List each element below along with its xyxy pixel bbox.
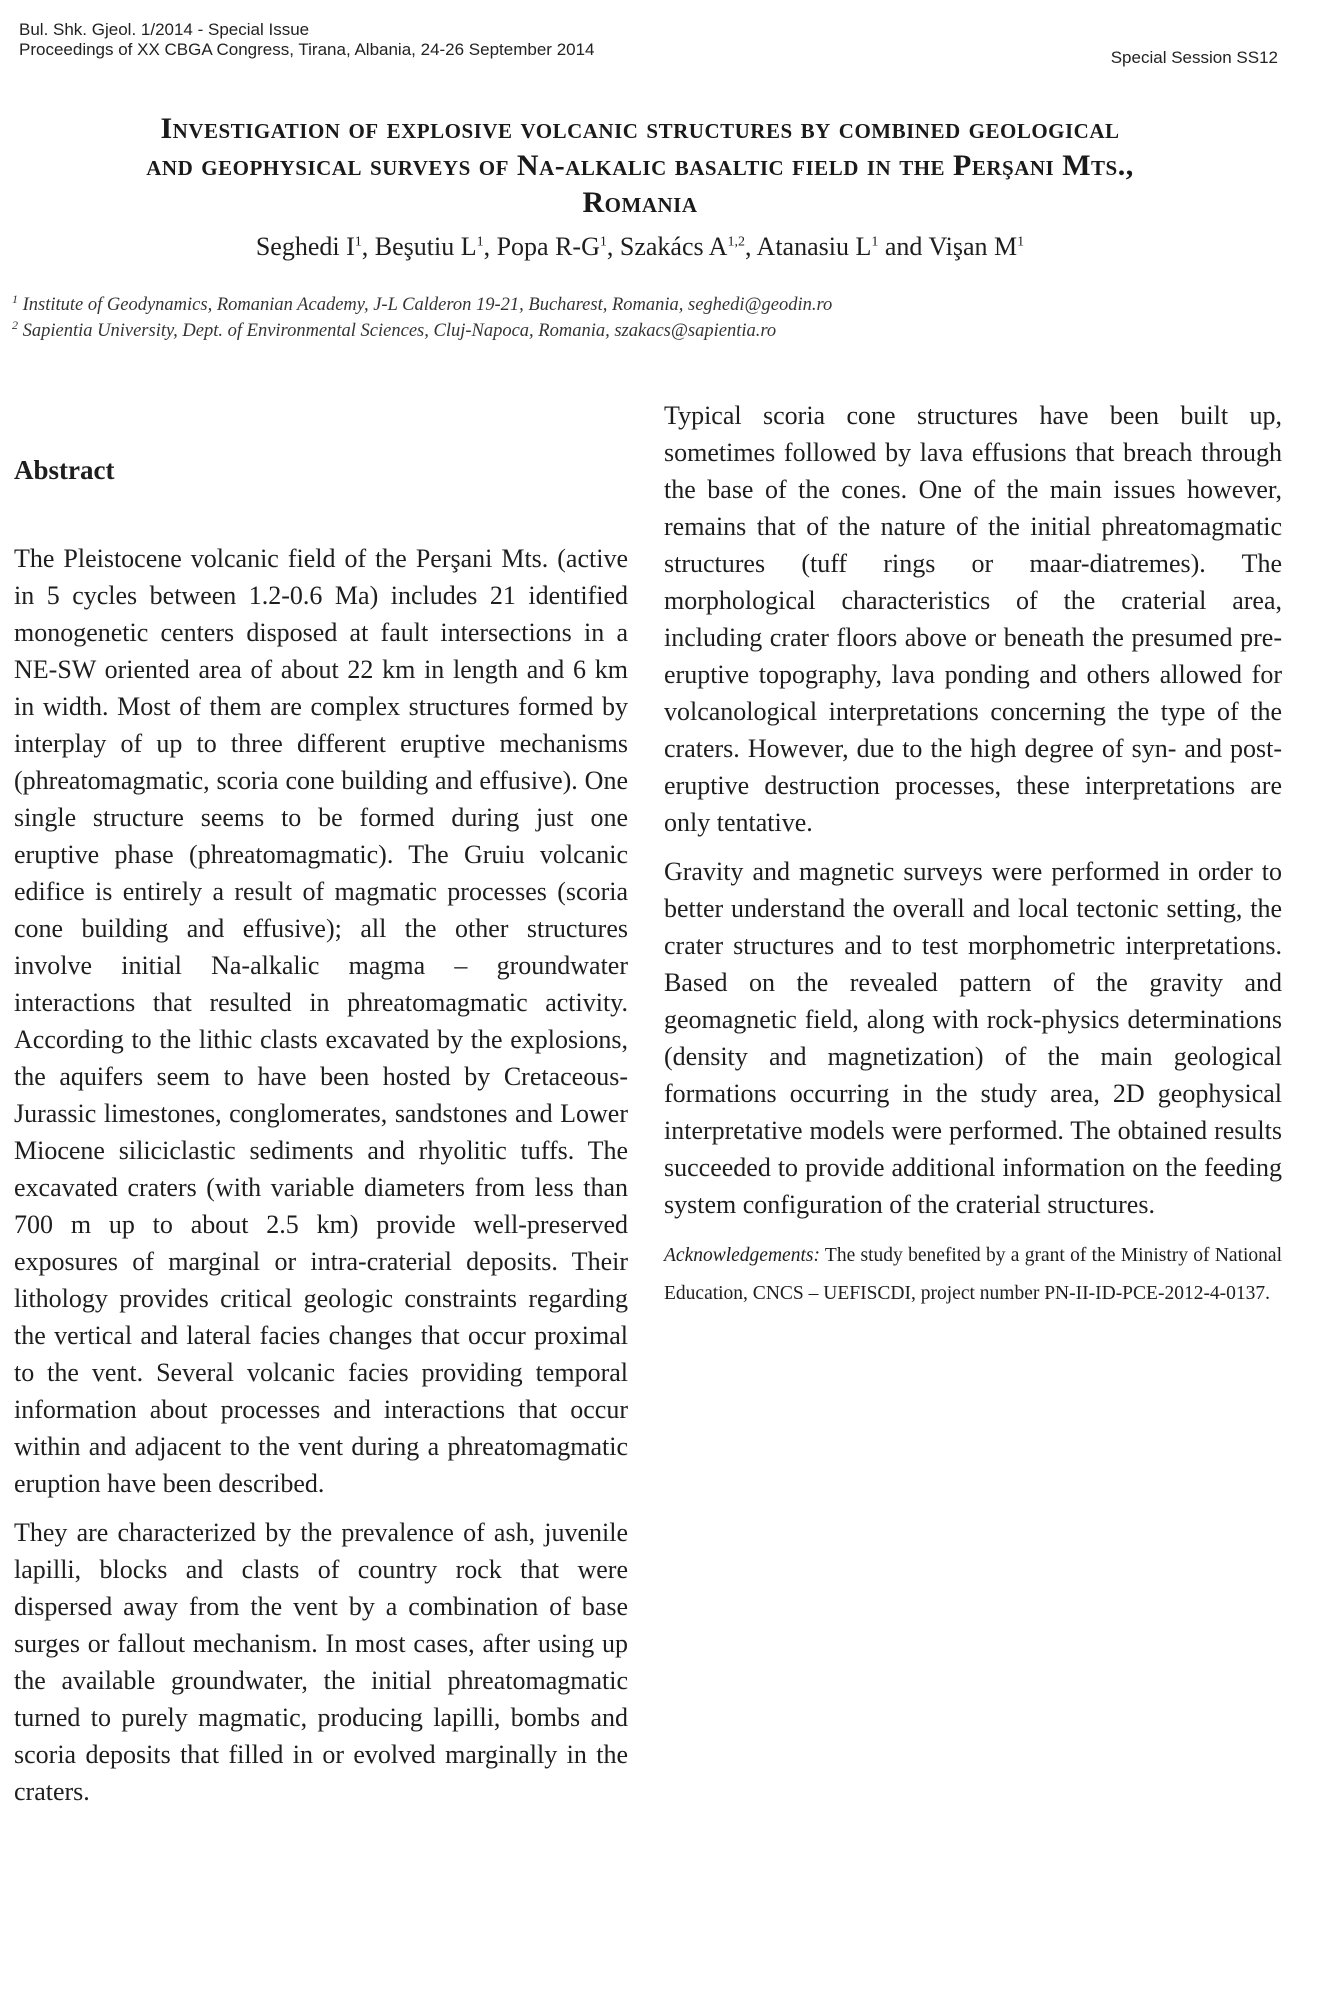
abstract-paragraph-2: They are characterized by the prevalence of ash, juvenile lapilli, blocks and clasts of country rock that were dispersed away from the vent by a combination of base surges or fallout mechanism. In most cases, after using up the available groundwater, the initial phreatomagmatic turned to purely magmatic, producing lapilli, bombs and scoria deposits that filled in or evolved marginally in the craters. — [14, 1518, 628, 1806]
abstract-paragraph-4: Gravity and magnetic surveys were performed in order to better understand the overall and local tectonic setting, the crater structures and to test morphometric interpretations. Based on the revealed pattern of the gravity and geomagnetic field, along with rock-physics determinations (density and magnetization) of the main geological formations occurring in the study area, 2D geophysical interpretative models were performed. The obtained results succeeded to provide additional information on the feeding system configuration of the craterial structures. — [664, 857, 1282, 1219]
title-line-2: and geophysical surveys of Na-alkalic basaltic field in the Perşani Mts., — [146, 149, 1134, 182]
journal-line: Bul. Shk. Gjeol. 1/2014 - Special Issue — [19, 20, 310, 39]
session-label: Special Session SS12 — [1110, 48, 1278, 67]
acknowledgements-text: The study benefited by a grant of the Ministry of National Education, CNCS – UEFISCDI, project number PN-II-ID-PCE-2012-4-0137. — [664, 1245, 1283, 1304]
author: Beşutiu $L^1$, — [374, 231, 497, 261]
title-line-3: Romania — [582, 186, 698, 219]
left-column — [14, 540, 628, 1810]
abstract-paragraph-1: The Pleistocene volcanic field of the Perşani Mts. (active in 5 cycles between 1.2-0.6 Ma) includes 21 identified monogenetic centers disposed at fault intersections in a NE-SW oriented area of about 22 km in length and 6 km in width. Most of them are complex structures formed by interplay of up to three different eruptive mechanisms (phreatomagmatic, scoria cone building and effusive). One single structure seems to be formed during just one eruptive phase (phreatomagmatic). The Gruiu volcanic edifice is entirely a result of magmatic processes (scoria cone building and effusive); all the other structures involve initial Na-alkalic magma – groundwater interactions that resulted in phreatomagmatic activity. According to the lithic clasts excavated by the explosions, the aquifers seem to have been hosted by Cretaceous-Jurassic limestones, conglomerates, sandstones and Lower Miocene siliciclastic sediments and rhyolitic tuffs. The excavated craters (with variable diameters from less than 700 m up to about 2.5 km) provide well-preserved exposures of marginal or intra-craterial deposits. Their lithology provides critical geologic constraints regarding the vertical and lateral facies changes that occur proximal to the vent. Several volcanic facies providing temporal information about processes and interactions that occur within and adjacent to the vent during a phreatomagmatic eruption have been described. — [14, 544, 628, 1498]
affiliation-2: $^2$ Sapientia University, Dept. of Environmental Sciences, Cluj-Napoca, Romania, szakacs@sapientia.ro — [12, 318, 777, 342]
author: Atanasiu $L^1$ and — [756, 231, 929, 261]
affiliation-1: $^1$ Institute of Geodynamics, Romanian Academy, J-L Calderon 19-21, Bucharest, Romania, seghedi@geodin.ro — [12, 292, 833, 316]
author: Szakács A$^{1,2}$, — [619, 231, 757, 261]
paper-title — [20, 110, 1260, 221]
title-line-1: Investigation of explosive volcanic structures by combined geological — [160, 112, 1120, 145]
acknowledgements-label: Acknowledgements: — [664, 1245, 820, 1266]
acknowledgements — [664, 1237, 1282, 1313]
proceedings-line: Proceedings of XX CBGA Congress, Tirana, Albania, 24-26 September 2014 — [19, 40, 595, 59]
abstract-paragraph-3: Typical scoria cone structures have been built up, sometimes followed by lava effusions that breach through the base of the cones. One of the main issues however, remains that of the nature of the initial phreatomagmatic structures (tuff rings or maar-diatremes). The morphological characteristics of the craterial area, including crater floors above or beneath the presumed pre-eruptive topography, lava ponding and others allowed for volcanological interpretations concerning the type of the craters. However, due to the high degree of syn- and post-eruptive destruction processes, these interpretations are only tentative. — [664, 401, 1282, 837]
author-list — [20, 226, 1260, 263]
author: Seghedi $I^1$, — [255, 231, 375, 261]
author: Vişan $M^1$ — [928, 231, 1025, 261]
right-column — [664, 397, 1282, 1313]
running-header — [19, 20, 595, 60]
author: Popa $R-G^1$, — [496, 231, 620, 261]
abstract-heading: Abstract — [14, 455, 115, 485]
